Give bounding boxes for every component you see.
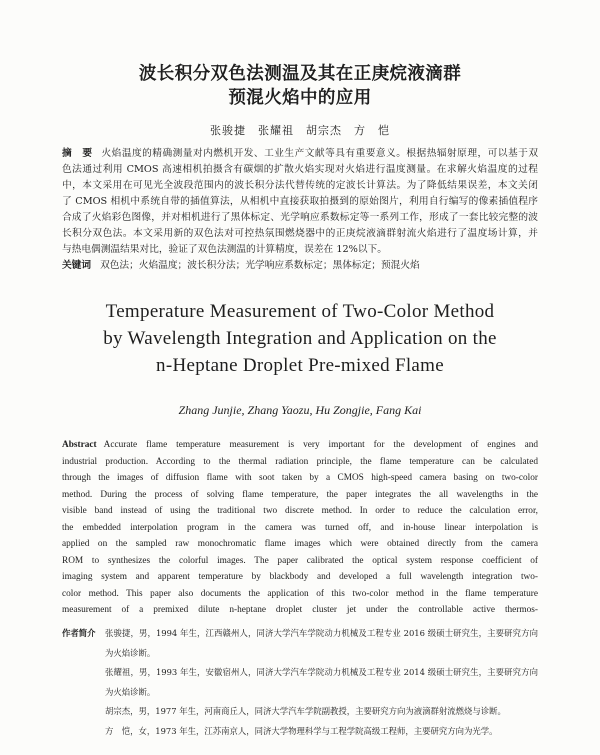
keywords-cn	[62, 258, 538, 274]
abstract-cn-line: 合成了火焰彩色图像，并对相机进行了黑体标定、光学响应系数标定等一系列工作，形成了一套比较完整的波	[62, 212, 538, 223]
authors-en: Zhang Junjie, Zhang Yaozu, Hu Zongjie, Fang Kai	[178, 403, 422, 417]
author-note-text: 为火焰诊断。	[105, 686, 156, 697]
author-note-row	[62, 644, 538, 664]
author-note-text: 张耀祖，男，1993 年生，安徽宿州人，同济大学汽车学院动力机械及工程专业 2014 级硕士研究生，主要研究方向	[105, 667, 538, 677]
abstract-cn-line: 了 CMOS 相机中系统自带的插值算法，从相机中直接获取拍摄到的原始图片，利用自行编写的像素插值程序	[62, 196, 538, 207]
author-note-text: 方 恺，女，1973 年生，江苏南京人，同济大学物理科学与工程学院高级工程师，主要研究方向为光学。	[105, 725, 498, 736]
abstract-en-text: Accurate flame temperature measurement is very important for the development of engines and	[103, 440, 538, 450]
title-cn-line: 波长积分双色法测温及其在正庚烷液滴群	[138, 64, 462, 84]
abstract-en-line: ROM to synthesizes the colorful images. The paper calibrated the optical system response coefficient of	[62, 555, 538, 566]
author-note-row	[62, 663, 538, 683]
author-note-row	[62, 722, 538, 742]
abstract-cn-line: 与热电偶测温结果对比，验证了双色法测温的计算精度，误差在 12%以下。	[62, 244, 387, 255]
abstract-en-line: method. During the process of solving flame temperature, the paper integrates the all wavelengths in the	[62, 489, 538, 500]
keywords-cn-label: 关键词	[62, 260, 92, 271]
abstract-cn-text: 火焰温度的精确测量对内燃机开发、工业生产文献等具有重要意义。根据热辐射原理，可以基于双	[101, 148, 538, 159]
abstract-en-line: visible band instead of using the traditional two discrete method. In order to reduce the calculation error,	[62, 506, 538, 516]
abstract-cn-label: 摘 要	[62, 148, 93, 159]
author-note-spacer	[62, 683, 105, 703]
abstract-cn-line: 中，本文采用在可见光全波段范围内的波长积分法代替传统的定波长计算法。为了降低结果误差，本文关闭	[62, 180, 538, 191]
abstract-cn	[62, 146, 538, 274]
abstract-en-line: the embedded interpolation program in the camera was turned off, and in-house linear interpolation is	[62, 522, 538, 533]
abstract-en-line	[62, 437, 538, 454]
author-note-row	[62, 624, 538, 644]
abstract-cn-line	[62, 146, 538, 162]
author-note-row	[62, 702, 538, 722]
title-en-line: by Wavelength Integration and Application on the	[103, 328, 497, 349]
authors-cn: 张骏捷 张耀祖 胡宗杰 方 恺	[210, 124, 390, 137]
author-note-text: 胡宗杰，男，1977 年生，河南商丘人，同济大学汽车学院副教授，主要研究方向为液滴群射流燃烧与诊断。	[105, 706, 506, 716]
abstract-cn-line: 色法通过利用 CMOS 高速相机拍摄含有碳烟的扩散火焰实现对火焰进行温度测量。在求解火焰温度的过程	[62, 164, 538, 175]
title-en-line: Temperature Measurement of Two-Color Method	[105, 301, 495, 322]
abstract-cn-line: 长积分双色法。本文采用新的双色法对可控热氛围燃烧器中的正庚烷液滴群射流火焰进行了温度场计算，并	[62, 228, 538, 239]
abstract-en-line: through the images of diffusion flame with soot taken by a CMOS high-speed camera basing on two-color	[62, 473, 538, 483]
author-notes	[62, 624, 538, 741]
abstract-en-line: color method. This paper also documents the application of this two-color method in the flame temperature	[62, 588, 538, 599]
author-note-text: 为火焰诊断。	[105, 647, 156, 658]
title-cn	[0, 62, 600, 110]
author-note-text: 张骏捷，男，1994 年生，江西赣州人，同济大学汽车学院动力机械及工程专业 2016 级硕士研究生，主要研究方向	[105, 628, 538, 638]
abstract-en-line: imaging system and apparent temperature by blackbody and developed a full wavelength integration two-	[62, 572, 538, 582]
keywords-cn-text: 双色法；火焰温度；波长积分法；光学响应系数标定；黑体标定；预混火焰	[100, 260, 420, 271]
title-en	[0, 298, 600, 379]
abstract-en-line: measurement of a premixed dilute n-heptane droplet cluster jet under the controllable active thermos-	[62, 605, 538, 615]
author-note-spacer	[62, 722, 105, 742]
author-notes-label: 作者简介	[62, 628, 96, 638]
abstract-en-line: applied on the sampled raw monochromatic flame images which were obtained directly from the camera	[62, 539, 538, 549]
author-note-row	[62, 683, 538, 703]
abstract-en-line: industrial production. According to the thermal radiation principle, the flame temperature can be calculated	[62, 456, 538, 467]
title-en-line: n-Heptane Droplet Pre-mixed Flame	[156, 355, 444, 376]
abstract-en	[62, 437, 538, 619]
title-cn-line: 预混火焰中的应用	[228, 88, 372, 108]
author-note-spacer	[62, 644, 105, 664]
abstract-en-label: Abstract	[62, 440, 97, 450]
author-note-spacer	[62, 702, 105, 722]
author-note-spacer	[62, 663, 105, 683]
